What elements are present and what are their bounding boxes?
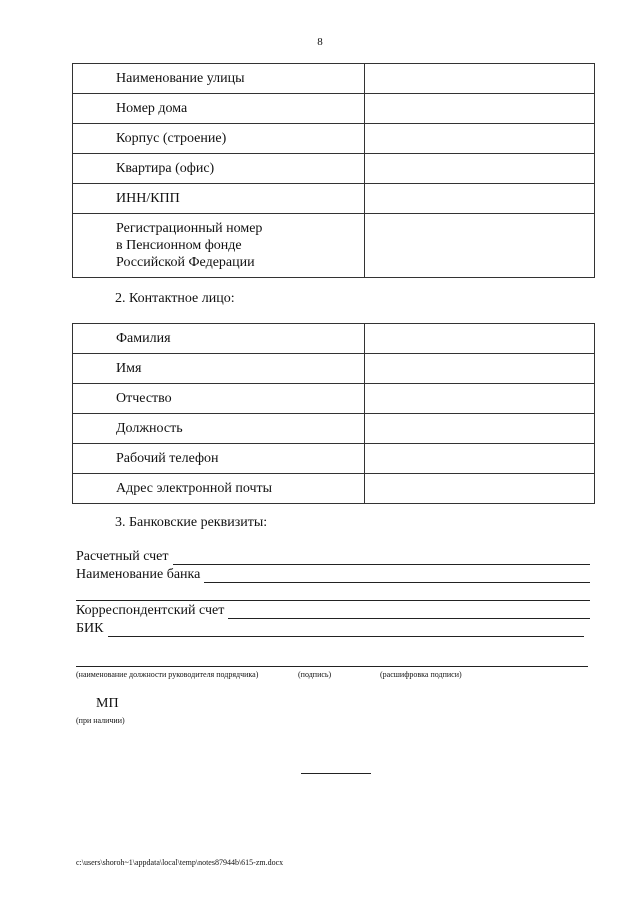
first-name-field[interactable]: [365, 354, 595, 384]
first-name-label: Имя: [73, 354, 365, 384]
house-number-field[interactable]: [365, 94, 595, 124]
pension-fund-label-line: Регистрационный номер: [116, 221, 263, 236]
end-divider: [301, 773, 371, 774]
signature-line[interactable]: [76, 666, 588, 667]
bank-name-field[interactable]: [204, 569, 590, 583]
table-row: [73, 414, 595, 444]
stamp-note: (при наличии): [76, 716, 125, 725]
correspondent-account-field[interactable]: [228, 605, 590, 619]
bank-name-line: [76, 566, 590, 583]
settlement-account-field[interactable]: [173, 551, 590, 565]
table-row: [73, 324, 595, 354]
building-label: Корпус (строение): [73, 124, 365, 154]
house-number-label: Номер дома: [73, 94, 365, 124]
page-number: 8: [317, 36, 323, 48]
correspondent-account-label: Корреспондентский счет: [76, 603, 225, 618]
table-row: [73, 154, 595, 184]
pension-fund-number-field[interactable]: [365, 214, 595, 278]
work-phone-label: Рабочий телефон: [73, 444, 365, 474]
settlement-account-label: Расчетный счет: [76, 549, 169, 564]
email-label: Адрес электронной почты: [73, 474, 365, 504]
bank-name-continuation-field[interactable]: [76, 587, 590, 601]
table-row: [73, 444, 595, 474]
pension-fund-label-line: Российской Федерации: [116, 255, 255, 270]
bank-name-continuation-line: [76, 584, 590, 601]
signature-caption: (подпись): [298, 670, 332, 679]
apartment-label: Квартира (офис): [73, 154, 365, 184]
position-label: Должность: [73, 414, 365, 444]
inn-kpp-field[interactable]: [365, 184, 595, 214]
bik-line: [76, 620, 584, 637]
correspondent-account-line: [76, 602, 590, 619]
table-row: [73, 184, 595, 214]
pension-fund-label-line: в Пенсионном фонде: [116, 238, 242, 253]
last-name-label: Фамилия: [73, 324, 365, 354]
table-row: [73, 384, 595, 414]
street-name-label: Наименование улицы: [73, 64, 365, 94]
bank-section-heading: 3. Банковские реквизиты:: [115, 515, 268, 530]
settlement-account-line: [76, 548, 590, 565]
table-row: [73, 124, 595, 154]
apartment-field[interactable]: [365, 154, 595, 184]
email-field[interactable]: [365, 474, 595, 504]
table-row: [73, 64, 595, 94]
bik-label: БИК: [76, 621, 104, 636]
table-row: [73, 94, 595, 124]
stamp-label: МП: [96, 696, 119, 711]
signature-decryption-caption: (расшифровка подписи): [380, 670, 462, 679]
table-row: [73, 354, 595, 384]
patronymic-label: Отчество: [73, 384, 365, 414]
table-row: [73, 474, 595, 504]
table-row: [73, 214, 595, 278]
contact-section-heading: 2. Контактное лицо:: [115, 291, 235, 306]
inn-kpp-label: ИНН/КПП: [73, 184, 365, 214]
position-field[interactable]: [365, 414, 595, 444]
address-table: [72, 63, 595, 278]
bank-name-label: Наименование банка: [76, 567, 201, 582]
position-caption: (наименование должности руководителя подрядчика): [76, 670, 259, 679]
pension-fund-number-label: [73, 214, 365, 278]
building-field[interactable]: [365, 124, 595, 154]
bik-field[interactable]: [108, 623, 585, 637]
last-name-field[interactable]: [365, 324, 595, 354]
footer-file-path: c:\users\shoroh~1\appdata\local\temp\notes87944b\615-zm.docx: [76, 858, 284, 867]
contact-table: [72, 323, 595, 504]
work-phone-field[interactable]: [365, 444, 595, 474]
patronymic-field[interactable]: [365, 384, 595, 414]
street-name-field[interactable]: [365, 64, 595, 94]
